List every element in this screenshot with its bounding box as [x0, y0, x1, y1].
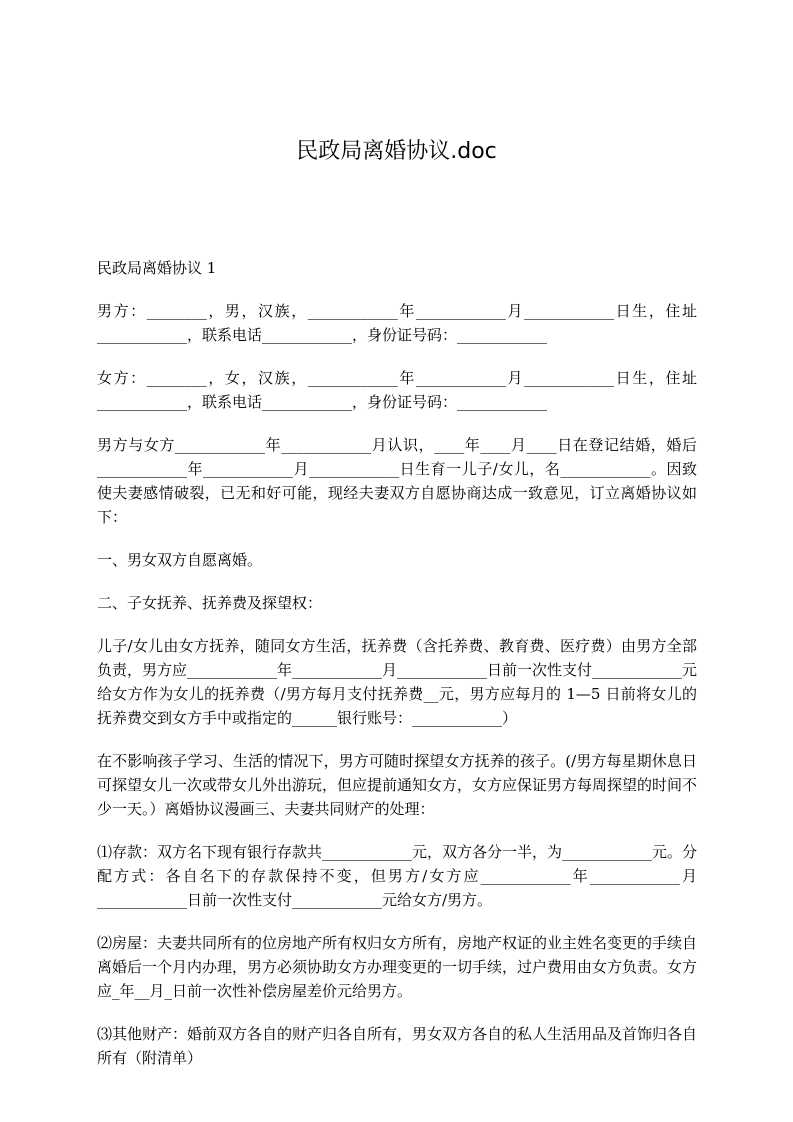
paragraph-husband-info: 男方：________，男，汉族，____________年____________月____________日生，住址____________，联系电话____________，身份证号码：____________	[97, 302, 697, 344]
document-title: 民政局离婚协议.doc	[296, 139, 497, 164]
clause-child-custody: 儿子/女儿由女方抚养，随同女方生活，抚养费（含托养费、教育费、医疗费）由男方全部负责，男方应____________年____________月____________日前一次性支付____________元给女方作为女儿的抚养费（/男方每月支付抚养费__元，男方应每月的 1—5 日前将女儿的抚养费交到女方手中或指定的______银行账号：____________）	[97, 637, 698, 727]
paragraph-wife-info: 女方：________，女，汉族，____________年____________月____________日生，住址____________，联系电话____________，身份证号码：____________	[97, 369, 697, 411]
clause-child-support-heading: 二、子女抚养、抚养费及探望权：	[97, 594, 323, 612]
document-body	[97, 256, 697, 1089]
clause-house: ⑵房屋：夫妻共同所有的位房地产所有权归女方所有，房地产权证的业主姓名变更的手续自离婚后一个月内办理，男方必须协助女方办理变更的一切手续，过户费用由女方负责。女方应_年__月_日前一次性补偿房屋差价元给男方。	[97, 934, 698, 1000]
paragraph-marriage-background: 男方与女方____________年____________月认识，____年____月____日在登记结婚，婚后____________年____________月____________日生育一儿子/女儿，名____________。因致使夫妻感情破裂，已无和好可能，现经夫妻双方自愿协商达成一致意见，订立离婚协议如下：	[97, 436, 697, 526]
section-heading: 民政局离婚协议 1	[97, 259, 217, 277]
clause-deposits: ⑴存款：双方名下现有银行存款共____________元，双方各分一半，为____________元。分配方式：各自名下的存款保持不变，但男方/女方应____________年____________月____________日前一次性支付____________元给女方/男方。	[97, 843, 698, 909]
clause-visitation: 在不影响孩子学习、生活的情况下，男方可随时探望女方抚养的孩子。(/男方每星期休息日可探望女儿一次或带女儿外出游玩，但应提前通知女方，女方应保证男方每周探望的时间不少一天。）离婚协议漫画三、夫妻共同财产的处理：	[97, 752, 698, 818]
clause-divorce-voluntary: 一、男女双方自愿离婚。	[97, 551, 263, 569]
clause-other-property: ⑶其他财产：婚前双方各自的财产归各自所有，男女双方各自的私人生活用品及首饰归各自所有（附清单）	[97, 1025, 698, 1067]
